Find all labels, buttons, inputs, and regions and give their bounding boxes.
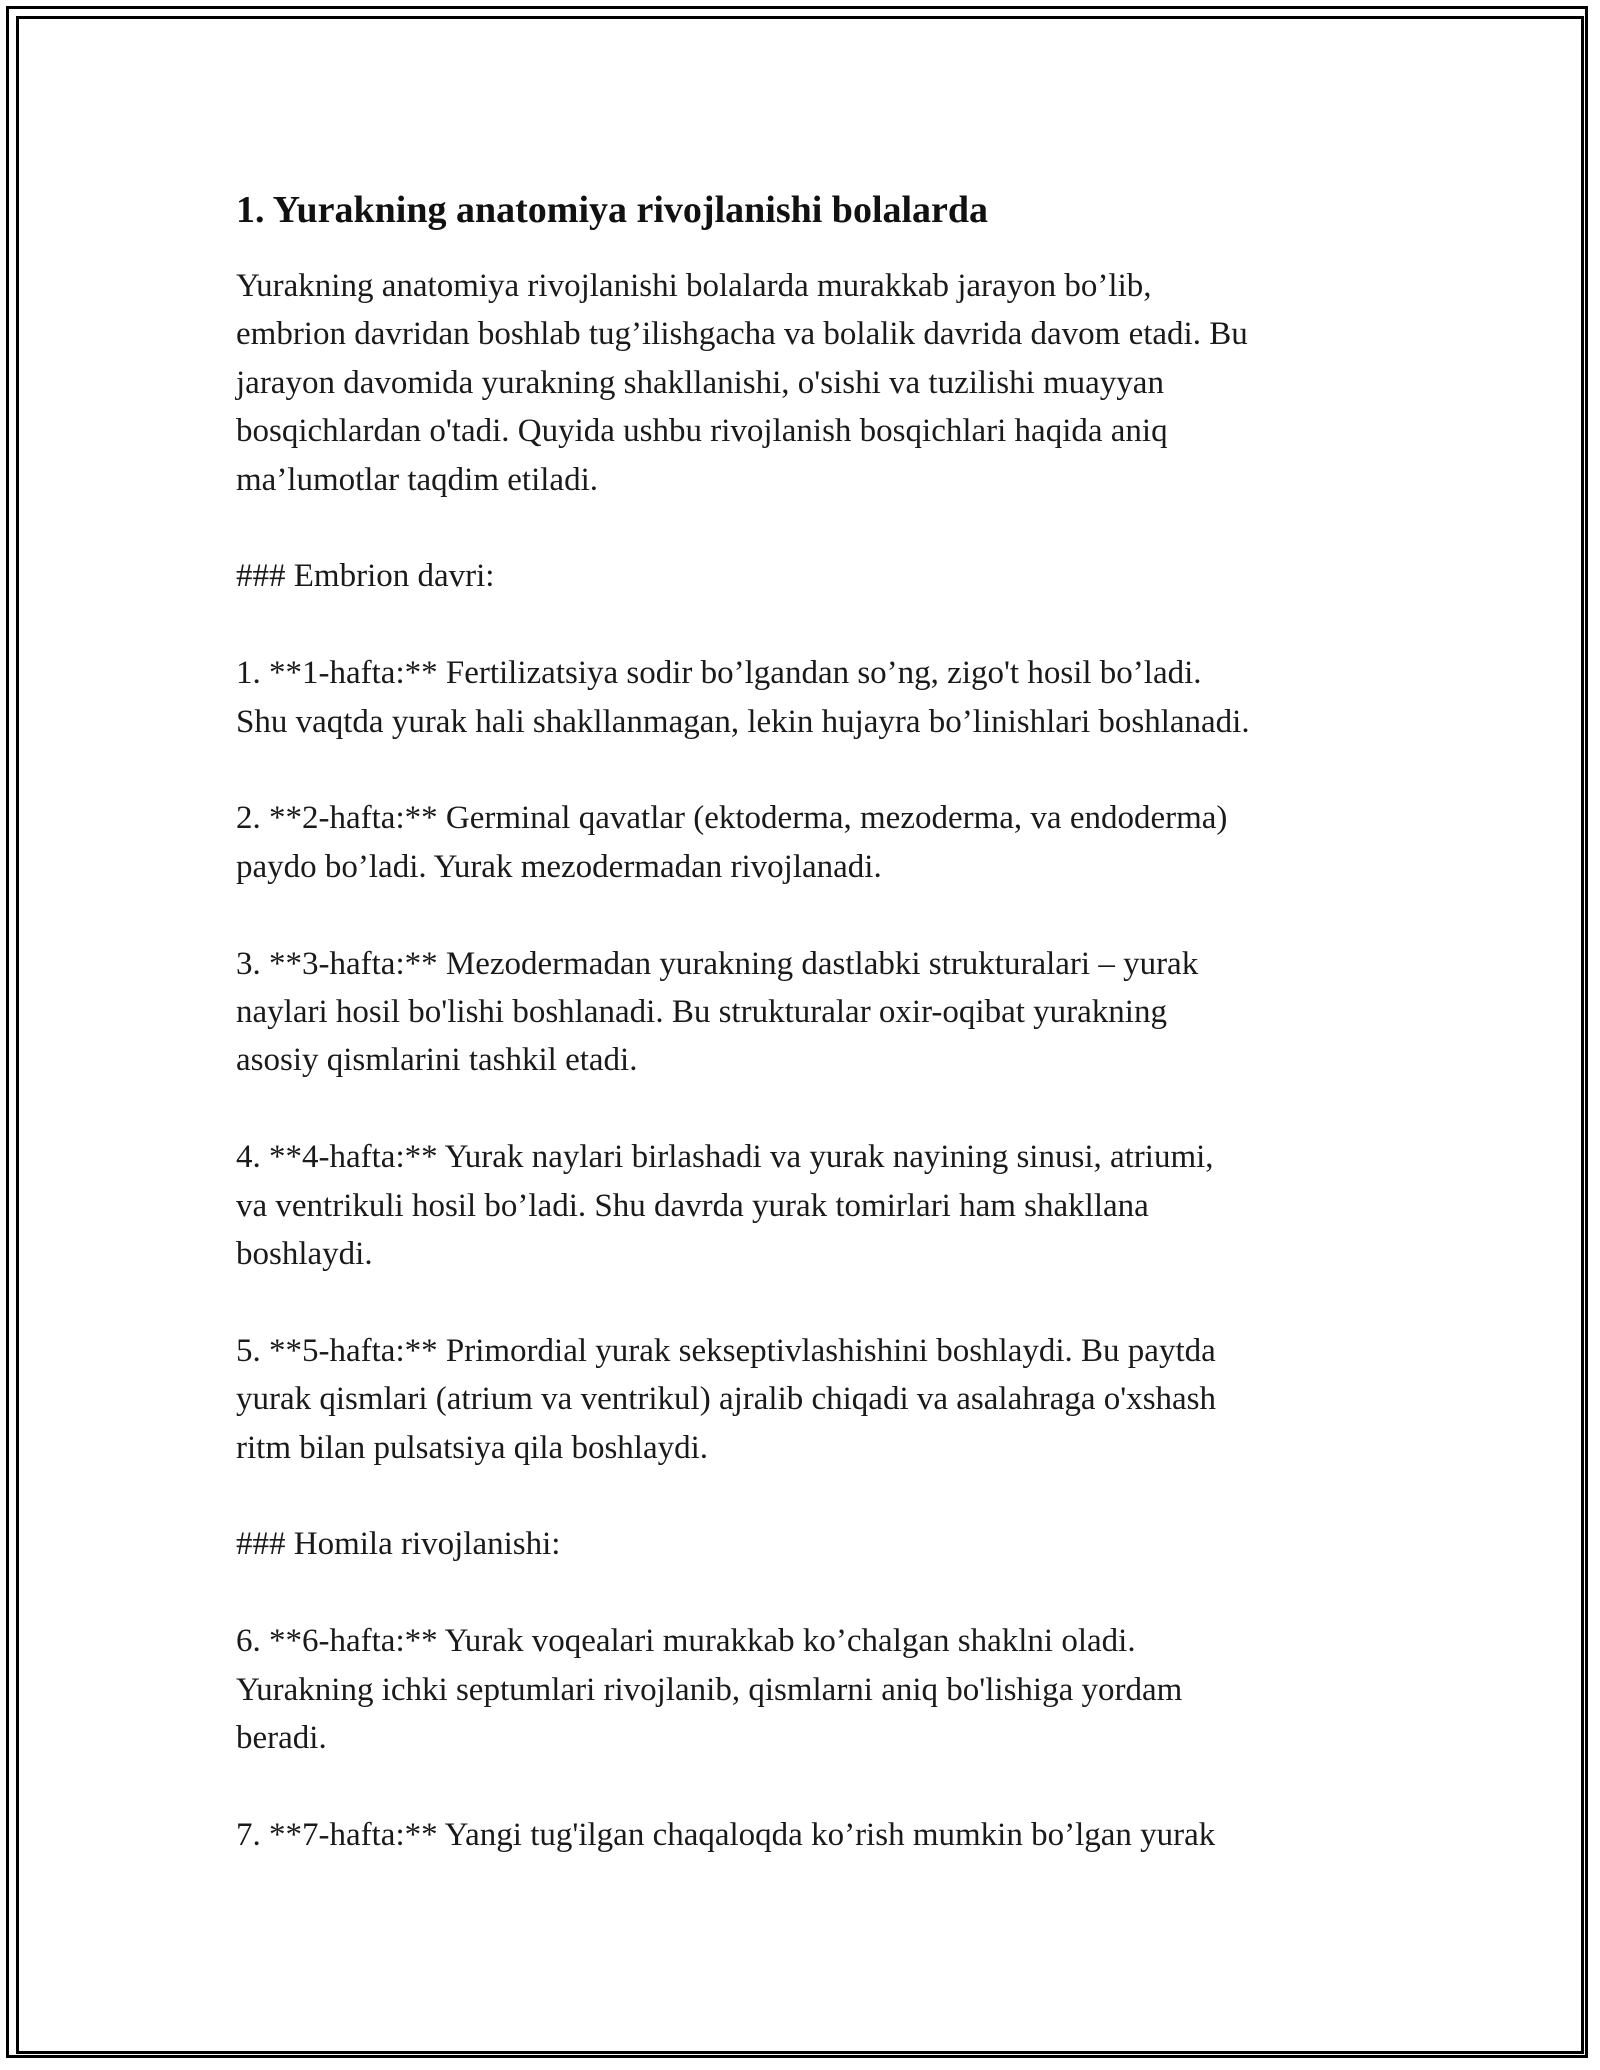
text-line: jarayon davomida yurakning shakllanishi, o'sishi va tuzilishi muayyan <box>236 364 1164 401</box>
document-page <box>236 186 1376 1859</box>
text-line: 2. **2-hafta:** Germinal qavatlar (ektoderma, mezoderma, va endoderma) <box>236 800 1228 837</box>
text-line: 5. **5-hafta:** Primordial yurak sekseptivlashishini boshlaydi. Bu paytda <box>236 1332 1216 1369</box>
list-item-week-6 <box>236 1617 1376 1762</box>
text-line: 7. **7-hafta:** Yangi tug'ilgan chaqaloqda ko’rish mumkin bo’lgan yurak <box>236 1816 1216 1853</box>
text-line: bosqichlardan o'tadi. Quyida ushbu rivojlanish bosqichlari haqida aniq <box>236 413 1168 450</box>
intro-paragraph <box>236 262 1376 504</box>
document-title: 1. Yurakning anatomiya rivojlanishi bolalarda <box>236 189 989 231</box>
text-line: va ventrikuli hosil bo’ladi. Shu davrda yurak tomirlari ham shakllana <box>236 1187 1149 1224</box>
text-line: naylari hosil bo'lishi boshlanadi. Bu strukturalar oxir-oqibat yurakning <box>236 994 1167 1031</box>
text-line: paydo bo’ladi. Yurak mezodermadan rivojlanadi. <box>236 848 882 885</box>
text-line: beradi. <box>236 1720 327 1757</box>
text-line: ritm bilan pulsatsiya qila boshlaydi. <box>236 1429 709 1466</box>
text-line: Yurakning anatomiya rivojlanishi bolalarda murakkab jarayon bo’lib, <box>236 268 1152 304</box>
section-heading-homila: ### Homila rivojlanishi: <box>236 1526 561 1563</box>
text-line: 3. **3-hafta:** Mezodermadan yurakning dastlabki strukturalari – yurak <box>236 945 1199 982</box>
text-line: yurak qismlari (atrium va ventrikul) ajralib chiqadi va asalahraga o'xshash <box>236 1381 1217 1418</box>
text-line: 4. **4-hafta:** Yurak naylari birlashadi va yurak nayining sinusi, atriumi, <box>236 1139 1214 1176</box>
list-item-week-3 <box>236 940 1376 1085</box>
text-line: Shu vaqtda yurak hali shakllanmagan, lekin hujayra bo’linishlari boshlanadi. <box>236 703 1250 740</box>
list-item-week-1 <box>236 649 1376 746</box>
section-heading-embrion: ### Embrion davri: <box>236 558 495 595</box>
text-line: Yurakning ichki septumlari rivojlanib, qismlarni aniq bo'lishiga yordam <box>236 1671 1183 1708</box>
text-line: ma’lumotlar taqdim etiladi. <box>236 461 598 498</box>
text-line: boshlaydi. <box>236 1236 373 1273</box>
list-item-week-4 <box>236 1133 1376 1278</box>
text-line: 1. **1-hafta:** Fertilizatsiya sodir bo’lgandan so’ng, zigo't hosil bo’ladi. <box>236 655 1202 692</box>
text-line: embrion davridan boshlab tug’ilishgacha va bolalik davrida davom etadi. Bu <box>236 316 1248 353</box>
text-line: 6. **6-hafta:** Yurak voqealari murakkab ko’chalgan shaklni oladi. <box>236 1623 1136 1660</box>
list-item-week-2 <box>236 794 1376 891</box>
list-item-week-5 <box>236 1327 1376 1472</box>
text-line: asosiy qismlarini tashkil etadi. <box>236 1042 638 1079</box>
list-item-week-7 <box>236 1811 1376 1859</box>
